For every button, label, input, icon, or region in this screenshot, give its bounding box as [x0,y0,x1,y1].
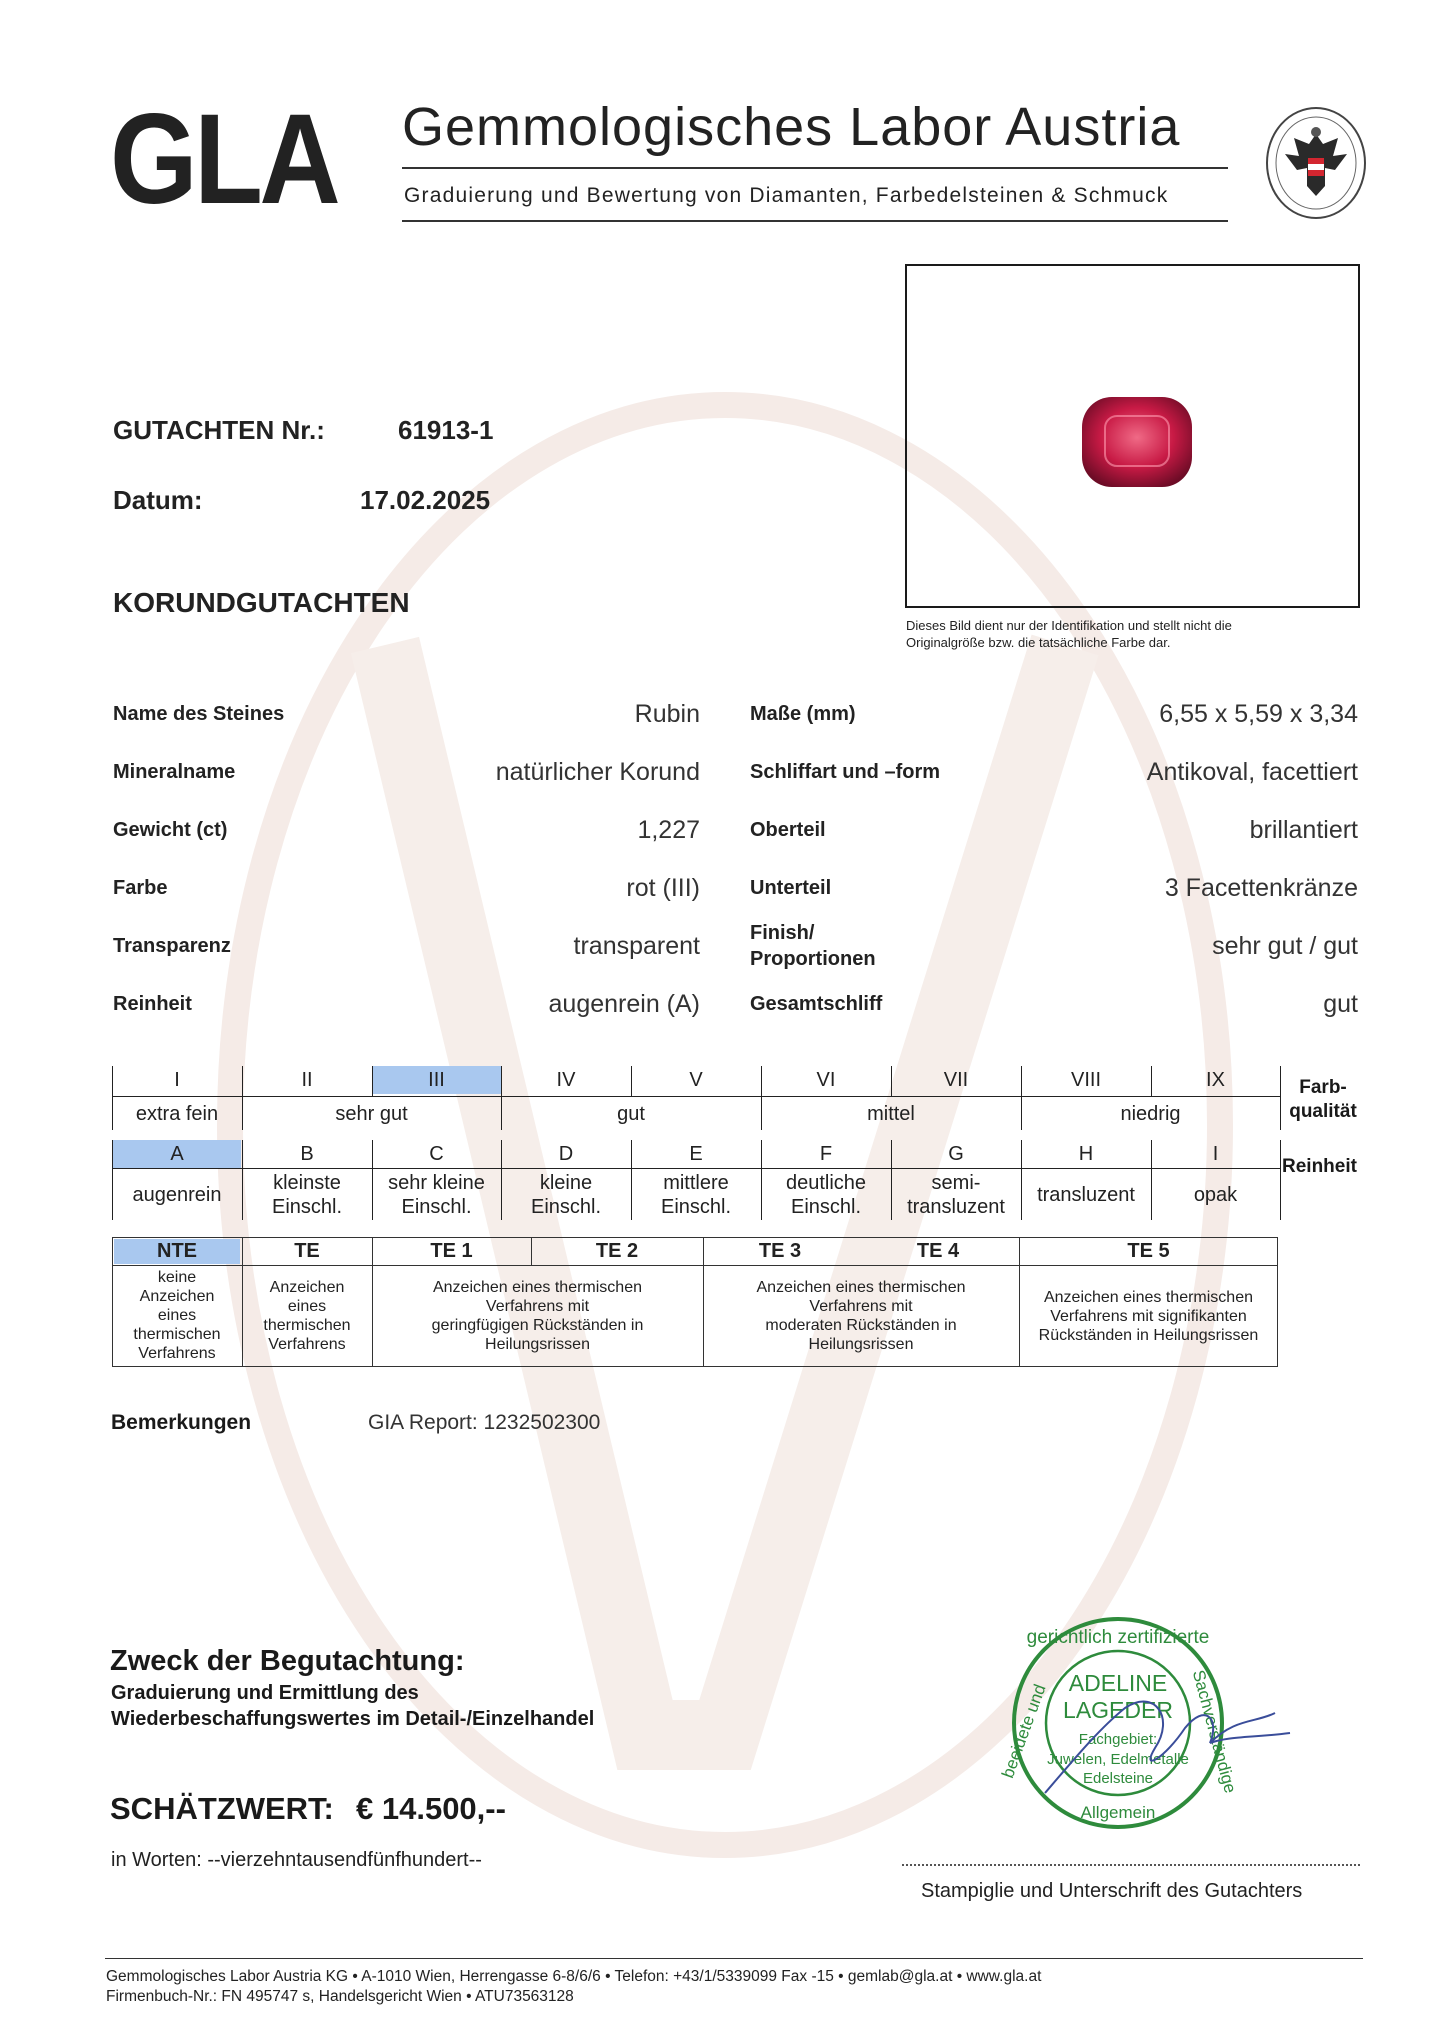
header-rule [402,220,1228,222]
purpose-line1: Graduierung und Ermittlung des [111,1682,419,1704]
clarity-grade: G [948,1143,964,1165]
treatment-desc-line: eines [287,1298,327,1315]
treatment-grade: TE 2 [595,1240,639,1262]
prop-label: Gewicht (ct) [113,819,228,841]
treatment-desc-line: keine [157,1269,197,1286]
treatment-desc-line: Anzeichen [269,1279,345,1296]
clarity-desc-line: deutliche [785,1172,867,1194]
stamp-field-line1: Fachgebiet: [1078,1731,1158,1748]
footer-address: Gemmologisches Labor Austria KG • A-1010 Wien, Herrengasse 6-8/6/6 • Telefon: +43/1/5339099 Fax -15 • gemlab@gla.at • www.gla.at [106,1968,1042,1985]
scale-divider [112,1168,1280,1169]
prop-label: Transparenz [113,935,231,957]
color-grade: IV [556,1069,576,1091]
clarity-desc [1021,1183,1151,1207]
treatment-desc-line: moderaten Rückständen in [765,1317,957,1334]
clarity-desc-line: kleinste [273,1172,341,1194]
clarity-grade: D [558,1143,574,1165]
color-grade: VI [816,1069,836,1091]
treatment-desc-line: Anzeichen [139,1288,215,1305]
color-grade: II [301,1069,313,1091]
clarity-desc [112,1183,242,1207]
clarity-grade: B [300,1143,314,1165]
prop-value: augenrein (A) [548,990,700,1018]
remarks-value: GIA Report: 1232502300 [368,1411,601,1434]
color-grade: I [174,1069,180,1091]
treatment-desc [112,1268,242,1363]
stamp-name-line2: LAGEDER [1063,1697,1173,1723]
clarity-desc-line: kleine [539,1172,593,1194]
prop-value: Rubin [634,700,700,728]
treatment-desc-line: Verfahrens mit [809,1298,913,1315]
color-grade: VII [943,1069,969,1091]
gla-logo: GLA [110,88,338,231]
treatment-desc-line: thermischen [263,1317,351,1334]
prop-label: Oberteil [750,819,826,841]
clarity-grade-selected: A [170,1143,184,1165]
stamp-outer-left: beeidete und [998,1681,1050,1781]
prop-label: Unterteil [750,877,832,899]
prop-label: Farbe [113,877,168,899]
stamp-name-line1: ADELINE [1068,1670,1168,1696]
clarity-desc [631,1171,761,1219]
clarity-grade: F [819,1143,833,1165]
report-number: 61913-1 [398,415,494,445]
prop-value: 6,55 x 5,59 x 3,34 [1159,700,1358,728]
clarity-desc [372,1171,501,1219]
treatment-desc-line: Verfahrens [268,1336,346,1353]
treatment-desc-line: Verfahrens [138,1345,216,1362]
color-scale-title-line2: qualität [1289,1101,1357,1122]
photo-caption-line2: Originalgröße bzw. die tatsächliche Farbe dar. [906,635,1171,650]
treatment-desc-line: Verfahrens mit [485,1298,590,1315]
treatment-desc-line: geringfügigen Rückständen in [431,1317,644,1334]
prop-label: Proportionen [750,948,876,970]
date-label: Datum: [113,485,203,515]
clarity-grade: E [689,1143,703,1165]
signature-line [902,1864,1360,1866]
clarity-desc-line: Einschl. [790,1196,862,1218]
photo-caption [906,617,1366,651]
state-award-seal [1263,104,1369,222]
color-grade: IX [1206,1069,1225,1091]
treatment-desc-line: Heilungsrissen [808,1336,914,1353]
prop-label: Gesamtschliff [750,993,883,1015]
footer-rule [105,1958,1363,1959]
color-grade: VIII [1070,1069,1101,1091]
footer-registry: Firmenbuch-Nr.: FN 495747 s, Handelsgericht Wien • ATU73563128 [106,1988,574,2005]
color-group: niedrig [1120,1103,1181,1125]
prop-value: gut [1323,990,1358,1018]
clarity-desc [501,1171,631,1219]
purpose-line2: Wiederbeschaffungswertes im Detail-/Einzelhandel [111,1708,595,1730]
treatment-grade: TE 1 [430,1240,473,1262]
prop-label: Reinheit [113,993,192,1015]
clarity-grade: C [429,1143,444,1165]
color-scale-title-line1: Farb- [1299,1077,1347,1098]
prop-value: natürlicher Korund [495,758,700,786]
clarity-desc-line: Einschl. [271,1196,343,1218]
clarity-desc-line: mittlere [663,1172,729,1194]
report-number-label: GUTACHTEN Nr.: [113,415,325,445]
treatment-desc-line: Heilungsrissen [485,1336,590,1353]
prop-value: 3 Facettenkränze [1164,874,1358,902]
signature-caption: Stampiglie und Unterschrift des Gutachters [921,1880,1303,1902]
treatment-desc [703,1278,1019,1354]
clarity-desc [242,1171,372,1219]
treatment-desc-line: thermischen [133,1326,221,1343]
clarity-desc-line: transluzent [907,1196,1005,1218]
remarks-label: Bemerkungen [111,1411,252,1434]
clarity-desc-line: transluzent [1037,1184,1135,1206]
report-date: 17.02.2025 [360,485,491,515]
prop-value: 1,227 [637,816,700,844]
prop-value: rot (III) [626,874,700,902]
color-grade: V [689,1069,703,1091]
clarity-grade: H [1078,1143,1094,1165]
report-type: KORUNDGUTACHTEN [113,587,410,618]
lab-subtitle: Graduierung und Bewertung von Diamanten, Farbedelsteinen & Schmuck [404,184,1169,207]
color-group: gut [617,1103,645,1125]
stamp-field-line2: Juwelen, Edelmetalle [1047,1751,1189,1768]
prop-label: Schliffart und –form [750,761,941,783]
prop-label: Maße (mm) [750,703,856,725]
color-group: mittel [867,1103,915,1125]
clarity-desc-line: sehr kleine [388,1172,485,1194]
color-group: extra fein [135,1103,219,1125]
treatment-desc [372,1278,703,1354]
clarity-grade: I [1212,1143,1219,1165]
lab-name: Gemmologisches Labor Austria [402,97,1181,157]
clarity-desc [1151,1183,1280,1207]
treatment-desc-line: Verfahrens mit signifikanten [1050,1308,1247,1325]
prop-label: Name des Steines [113,703,285,725]
purpose-title: Zweck der Begutachtung: [110,1645,465,1677]
treatment-grade: TE 5 [1127,1240,1170,1262]
prop-label: Mineralname [113,761,236,783]
treatment-grade-selected: NTE [157,1240,197,1262]
treatment-desc-line: Anzeichen eines thermischen [756,1279,966,1296]
prop-value: transparent [573,932,700,960]
photo-caption-line1: Dieses Bild dient nur der Identifikation und stellt nicht die [906,618,1232,633]
color-grade-selected: III [428,1069,445,1091]
clarity-scale-title: Reinheit [1282,1156,1357,1177]
valuation-amount: € 14.500,-- [356,1791,506,1826]
stamp-outer-bottom: Allgemein [1080,1803,1156,1822]
scale-divider [112,1096,1280,1097]
clarity-desc [761,1171,891,1219]
stone-photo-frame [905,264,1360,608]
stamp-field-line3: Edelsteine [1082,1770,1154,1787]
expert-stamp [998,1608,1295,1853]
treatment-desc [242,1278,372,1354]
stamp-outer-right: Sachverständige [1188,1667,1240,1796]
treatment-desc-line: eines [157,1307,197,1324]
header-rule [402,167,1228,169]
clarity-desc-line: semi- [931,1172,981,1194]
clarity-desc-line: Einschl. [530,1196,602,1218]
treatment-desc [1019,1288,1278,1345]
treatment-grade: TE 3 [758,1240,802,1262]
valuation-label: SCHÄTZWERT: [110,1791,334,1826]
prop-value: Antikoval, facettiert [1146,758,1358,786]
prop-value: brillantiert [1249,816,1358,844]
treatment-desc-line: Anzeichen eines thermischen [432,1279,642,1296]
prop-value: sehr gut / gut [1212,932,1358,960]
color-scale-title [1288,1076,1358,1124]
clarity-desc-line: opak [1193,1184,1238,1206]
treatment-desc-line: Anzeichen eines thermischen [1043,1289,1253,1306]
valuation-words: in Worten: --vierzehntausendfünfhundert-- [111,1849,482,1871]
stamp-outer-top: gerichtlich zertifizierte [1026,1627,1210,1648]
color-group: sehr gut [335,1103,408,1125]
clarity-desc-line: augenrein [132,1184,222,1206]
clarity-desc [891,1171,1021,1219]
treatment-grade: TE [294,1240,320,1262]
treatment-grade: TE 4 [916,1240,960,1262]
treatment-desc-line: Rückständen in Heilungsrissen [1038,1327,1259,1344]
prop-label: Finish/ [750,922,815,944]
clarity-desc-line: Einschl. [401,1196,472,1218]
clarity-desc-line: Einschl. [660,1196,732,1218]
ruby-stone-image [907,266,1358,606]
